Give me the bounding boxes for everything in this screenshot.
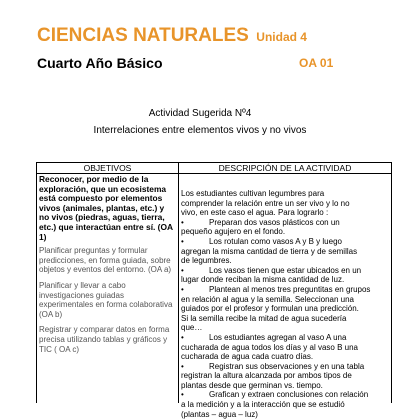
description-header: DESCRIPCIÓN DE LA ACTIVIDAD xyxy=(179,163,391,174)
course-title xyxy=(37,25,307,47)
objective-item: Planificar preguntas y formular predicciones, en forma guiada, sobre objetos y eventos del entorno. (OA a) xyxy=(39,246,172,275)
main-objective: Reconocer, por medio de la exploración, que un ecosistema está compuesto por elementos vivos (animales, plantas, etc.) y no vivos (piedras, aguas, tierra, etc.) que interactúan entre sí. (OA 1) xyxy=(39,174,173,242)
description-line xyxy=(181,362,389,372)
bullet-icon: • xyxy=(181,390,184,400)
oa-label: OA 01 xyxy=(299,56,334,70)
description-line: (plantas – agua – luz) xyxy=(181,409,258,419)
description-column xyxy=(179,163,392,419)
description-text: Los vasos tienen que estar ubicados en un xyxy=(209,265,362,275)
description-text: Los rotulan como vasos A y B y luego xyxy=(209,236,342,246)
objectives-column xyxy=(37,163,179,403)
objectives-cell xyxy=(37,174,178,354)
description-line: de legumbres. xyxy=(181,256,232,266)
description-text: Grafican y extraen conclusiones con relación xyxy=(209,390,369,400)
subject-title: CIENCIAS NATURALES xyxy=(37,25,249,46)
description-line: cucharada de agua todos los días y al vaso B una xyxy=(181,342,359,352)
description-line: Si la semilla recibe la mitad de agua sucedería xyxy=(181,313,347,323)
grade-label: Cuarto Año Básico xyxy=(37,55,163,71)
description-line: cucharada de agua cada cuatro días. xyxy=(181,352,314,362)
bullet-icon: • xyxy=(181,217,184,227)
activity-title: Actividad Sugerida Nº4 xyxy=(148,108,252,119)
description-line: vivo, en este caso el agua. Para lograrlo : xyxy=(181,208,329,218)
description-text: Plantean al menos tres preguntitas en grupos xyxy=(209,284,371,294)
description-line: agregan la misma cantidad de tierra y de semillas xyxy=(181,246,358,256)
activity-subtitle: Interrelaciones entre elementos vivos y no vivos xyxy=(93,125,307,136)
description-line: en relación al agua y la semilla. Seleccionan una xyxy=(181,294,354,304)
bullet-icon: • xyxy=(181,265,184,275)
unit-label: Unidad 4 xyxy=(256,30,307,44)
description-cell xyxy=(179,188,391,419)
bullet-icon: • xyxy=(181,332,184,342)
description-line: que… xyxy=(181,323,203,333)
description-line: registran la altura alcanzada por ambos tipos de xyxy=(181,371,352,381)
description-line xyxy=(181,266,389,276)
objectives-header: OBJETIVOS xyxy=(37,163,178,174)
description-line: a la medición y a la interacción que se estudió xyxy=(181,400,345,410)
description-line xyxy=(181,218,389,228)
description-line xyxy=(181,333,389,343)
description-line: guiados por el profesor y formulan una predicción. xyxy=(181,304,359,314)
description-line: comprender la relación entre un ser vivo y lo no xyxy=(181,198,350,208)
description-text: Los estudiantes agregan al vaso A una xyxy=(209,332,347,342)
bullet-icon: • xyxy=(181,236,184,246)
description-text: Registran sus observaciones y en una tabla xyxy=(209,361,365,371)
activity-table xyxy=(36,162,392,419)
description-line: plantas desde que germinan vs. tiempo. xyxy=(181,380,323,390)
description-line: pequeño agujero en el fondo. xyxy=(181,227,286,237)
description-line: lugar donde reciban la misma cantidad de luz. xyxy=(181,275,345,285)
objective-item: Registrar y comparar datos en forma precisa utilizando tablas y gráficos y TIC ( OA c) xyxy=(39,325,170,354)
bullet-icon: • xyxy=(181,361,184,371)
description-text: Preparan dos vasos plásticos con un xyxy=(209,217,340,227)
description-line xyxy=(181,237,389,247)
description-line xyxy=(181,390,389,400)
bullet-icon: • xyxy=(181,284,184,294)
description-line xyxy=(181,285,389,295)
objective-item: Planificar y llevar a cabo investigaciones guiadas experimentales en forma colaborativa (OA b) xyxy=(39,280,173,319)
description-line: Los estudiantes cultivan legumbres para xyxy=(181,189,325,198)
